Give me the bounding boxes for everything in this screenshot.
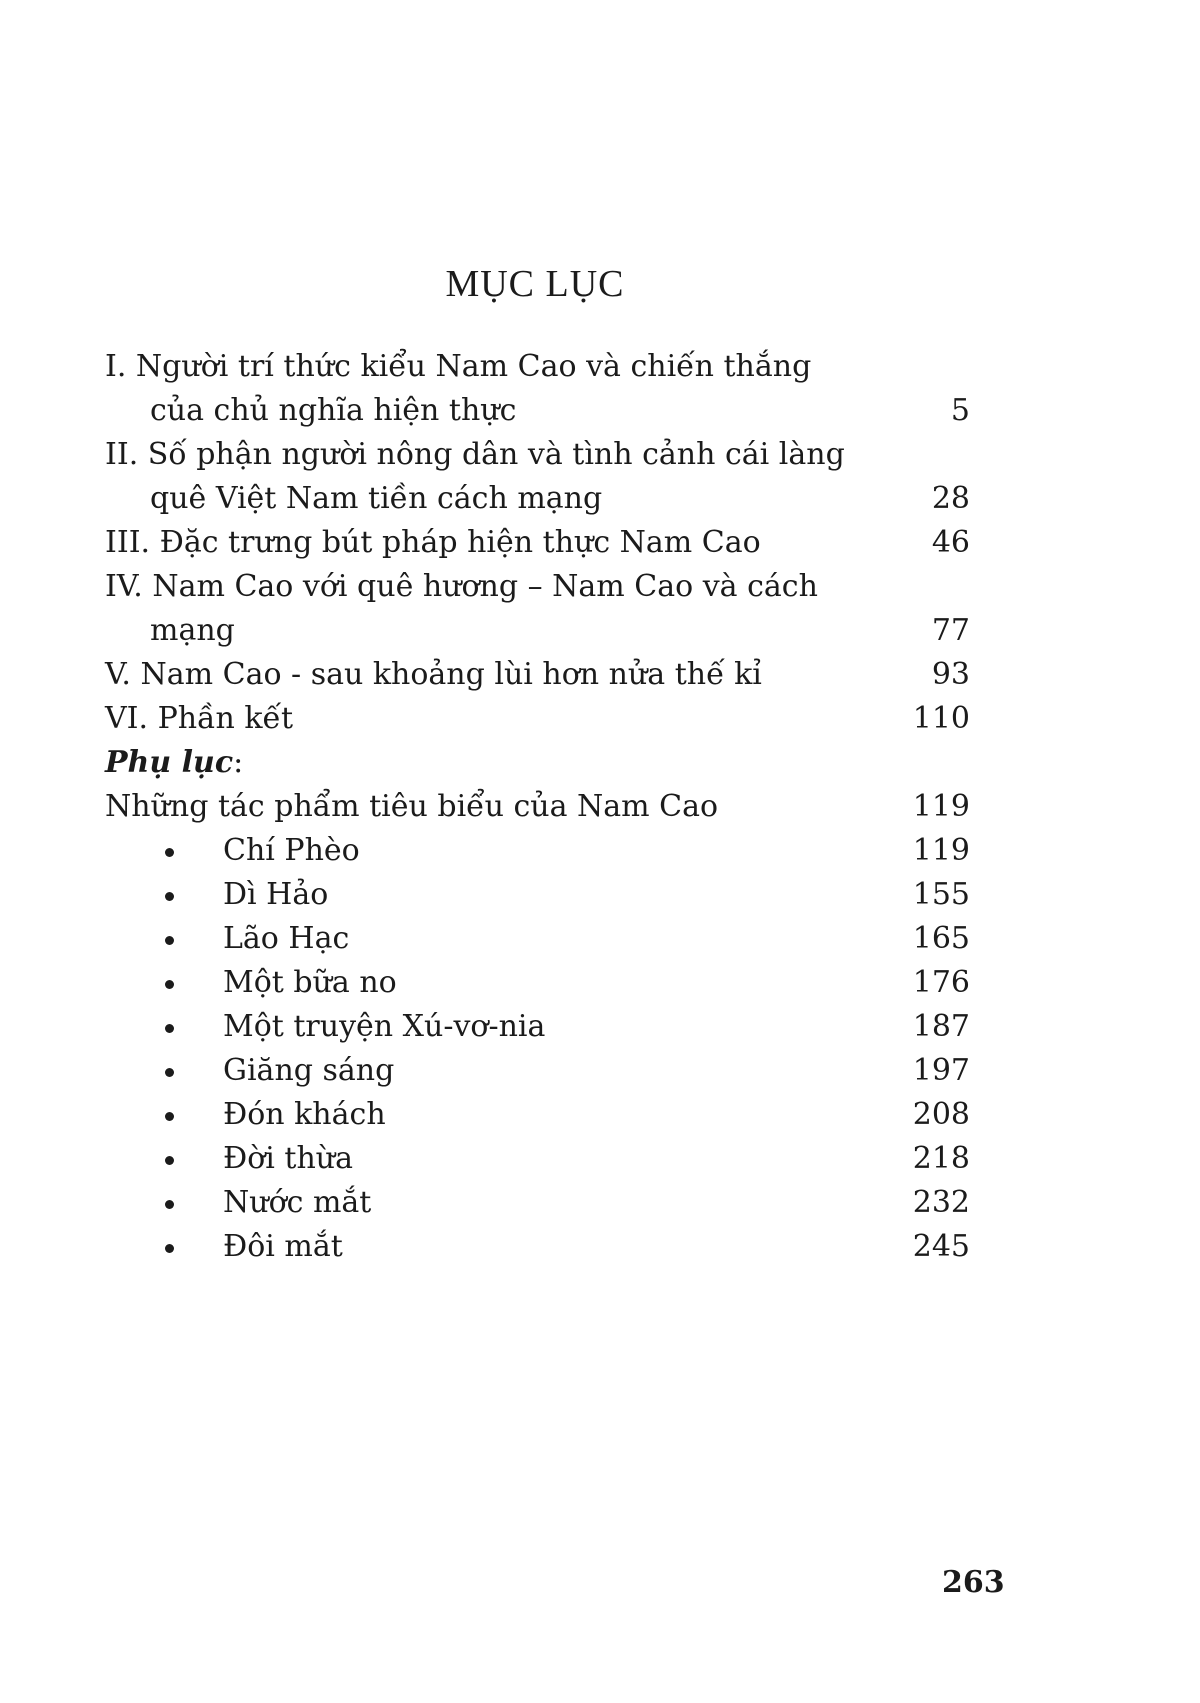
work-page: 176: [912, 965, 970, 1000]
bullet-icon: [165, 1024, 174, 1033]
toc-entry-3-page: 46: [931, 525, 970, 560]
toc-entry-6-line-1: VI. Phần kết: [105, 701, 294, 736]
toc-entry-4-page: 77: [931, 613, 970, 648]
appendix-heading-text: Phụ lục: [105, 745, 234, 780]
bullet-icon: [165, 1200, 174, 1209]
bullet-icon: [165, 936, 174, 945]
toc-entry-2-line-2: quê Việt Nam tiền cách mạng: [150, 481, 603, 516]
work-page: 165: [912, 921, 970, 956]
bullet-icon: [165, 1112, 174, 1121]
work-title: Một truyện Xú-vơ-nia: [223, 1009, 546, 1044]
work-page: 218: [912, 1141, 970, 1176]
toc-entry-1-line-2: của chủ nghĩa hiện thực: [150, 393, 517, 428]
work-page: 245: [912, 1229, 970, 1264]
toc-entry-6-page: 110: [912, 701, 970, 736]
page-title: MỤC LỤC: [445, 263, 625, 305]
toc-entry-2-page: 28: [931, 481, 970, 516]
toc-entry-1-line-1: I. Người trí thức kiểu Nam Cao và chiến thắng: [105, 349, 812, 384]
work-title: Một bữa no: [223, 965, 397, 1000]
work-title: Đón khách: [223, 1097, 386, 1132]
page-number: 263: [942, 1565, 1005, 1600]
toc-entry-4-line-1: IV. Nam Cao với quê hương – Nam Cao và cách: [105, 569, 818, 604]
work-page: 155: [912, 877, 970, 912]
bullet-icon: [165, 1156, 174, 1165]
work-page: 119: [912, 833, 970, 868]
work-page: 232: [912, 1185, 970, 1220]
work-title: Giăng sáng: [223, 1053, 395, 1088]
toc-entry-4-line-2: mạng: [150, 613, 235, 648]
toc-entry-3-line-1: III. Đặc trưng bút pháp hiện thực Nam Cao: [105, 525, 761, 560]
bullet-icon: [165, 1068, 174, 1077]
bullet-icon: [165, 980, 174, 989]
work-page: 187: [912, 1009, 970, 1044]
bullet-icon: [165, 892, 174, 901]
toc-entry-5-line-1: V. Nam Cao - sau khoảng lùi hơn nửa thế kỉ: [105, 657, 762, 692]
work-title: Đời thừa: [223, 1141, 353, 1176]
bullet-icon: [165, 848, 174, 857]
works-heading: Những tác phẩm tiêu biểu của Nam Cao: [105, 789, 719, 824]
bullet-icon: [165, 1244, 174, 1253]
appendix-heading: [105, 741, 243, 785]
work-title: Đôi mắt: [223, 1229, 343, 1264]
toc-entry-1-page: 5: [950, 393, 970, 428]
work-title: Chí Phèo: [223, 833, 360, 868]
work-page: 197: [912, 1053, 970, 1088]
work-page: 208: [912, 1097, 970, 1132]
work-title: Lão Hạc: [223, 921, 350, 956]
work-title: Dì Hảo: [223, 877, 329, 912]
toc-entry-5-page: 93: [931, 657, 970, 692]
toc-entry-2-line-1: II. Số phận người nông dân và tình cảnh cái làng: [105, 437, 845, 472]
work-title: Nước mắt: [223, 1185, 372, 1220]
appendix-heading-colon: :: [233, 745, 244, 780]
works-heading-page: 119: [912, 789, 970, 824]
